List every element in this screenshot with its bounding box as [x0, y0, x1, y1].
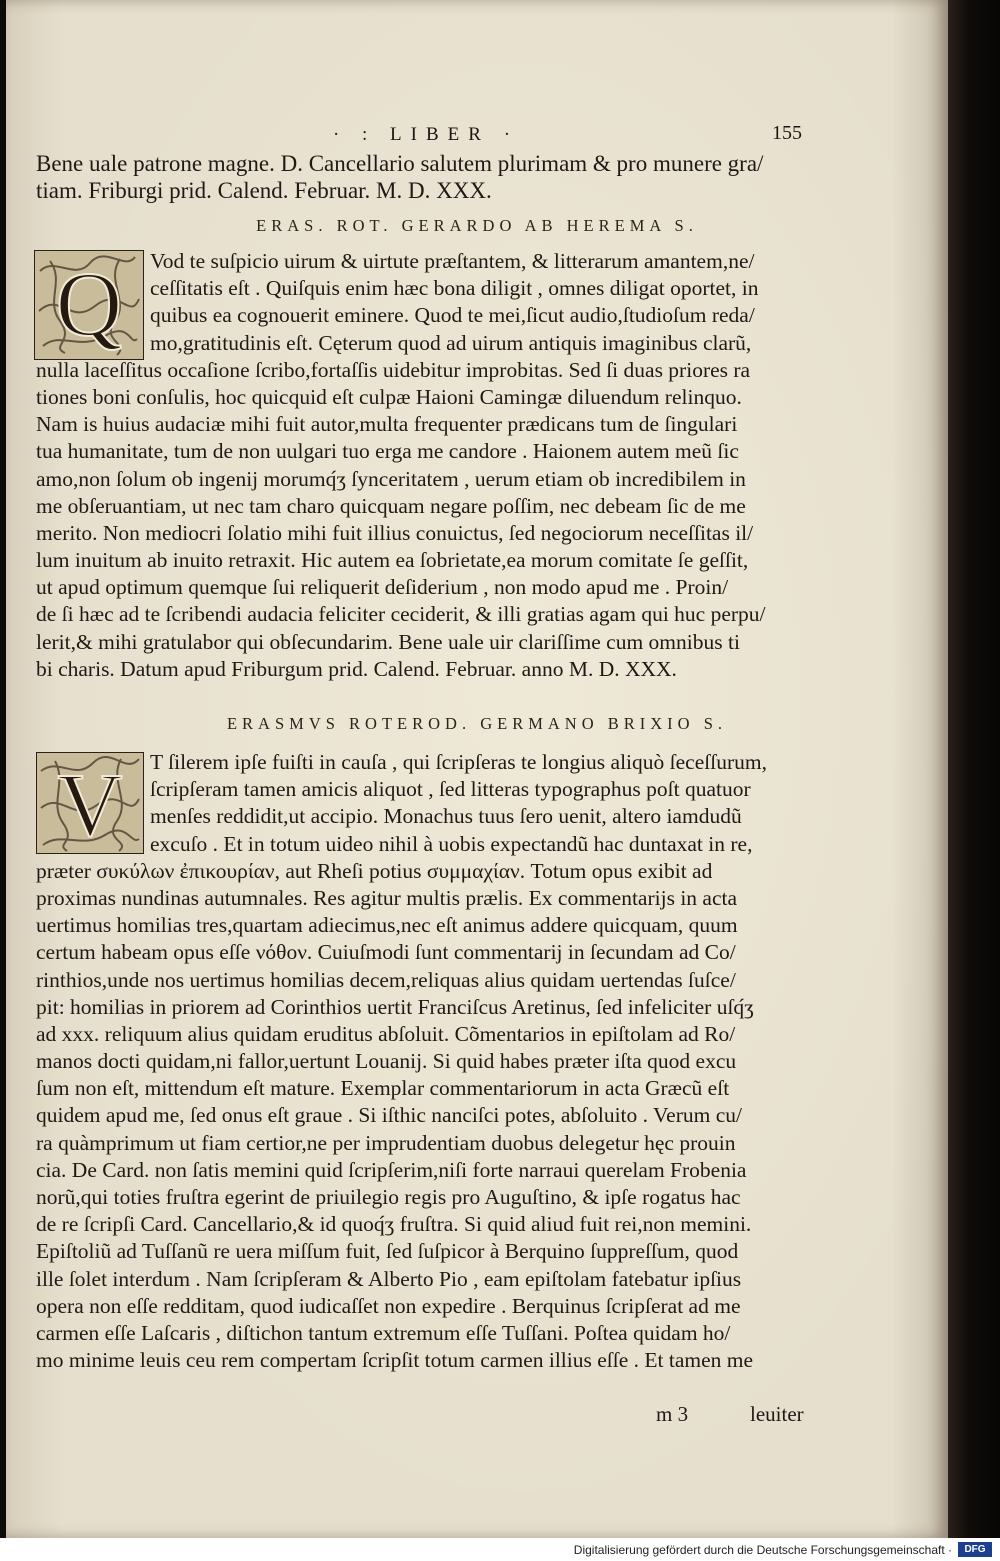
text-line: nulla laceſſitus occaſione ſcribo,fortaſſis uidebitur improbitas. Sed ſi duas priores ra	[36, 357, 751, 382]
text-line: ad xxx. reliquum alius quidam eruditus abſoluit. Cõmentarios in epiſtolam ad Ro/	[36, 1021, 736, 1046]
text-line: præter συκύλων ἐπικουρίαν, aut Rheſi potius συμμαχίαν. Totum opus exibit ad	[36, 858, 713, 883]
text-line: rinthios,unde nos uertimus homilias decem,reliquas alius quidam uertendas ſuſce/	[36, 967, 736, 992]
text-line: bi charis. Datum apud Friburgum prid. Calend. Februar. anno M. D. XXX.	[36, 656, 677, 681]
letter-heading: ERAS. ROT. GERARDO AB HEREMA S.	[256, 216, 698, 235]
text-line: cia. De Card. non ſatis memini quid ſcripſerim,niſi forte narraui querelam Frobenia	[36, 1157, 747, 1182]
text-line: amo,non ſolum ob ingenij morumq́ʒ ſynceritatem , uerum etiam ob incredibilem in	[36, 466, 746, 491]
digitization-footer	[0, 1538, 1000, 1561]
text-line: ceſſitatis eſt . Quiſquis enim hæc bona diligit , omnes diligat oportet, in	[150, 276, 759, 301]
text-line: T ſilerem ipſe fuiſti in cauſa , qui ſcripſeras te longius aliquò ſeceſſurum,	[150, 750, 767, 774]
text-line: ille ſolet interdum . Nam ſcripſeram & Alberto Pio , eam epiſtolam fatebatur ipſius	[36, 1266, 742, 1291]
text-line: excuſo . Et in totum uideo nihil à uobis expectandũ hac duntaxat in re,	[150, 831, 753, 856]
letter-heading: ERASMVS ROTEROD. GERMANO BRIXIO S.	[226, 714, 728, 733]
text-line: merito. Non mediocri ſolatio mihi fuit illius conuictus, ſed negociorum neceſſitas il/	[36, 520, 754, 545]
text-line: mo minime leuis ceu rem compertam ſcripſit totum carmen illius eſſe . Et tamen me	[36, 1348, 754, 1373]
letter-body	[36, 749, 824, 1374]
text-line: me obſeruantiam, ut nec tam charo quicquam negare poſſim, nec debeam ſic de me	[36, 493, 746, 518]
text-line: Epiſtoliũ ad Tuſſanũ re uera miſſum fuit, ſed ſuſpicor à Berquino ſuppreſſum, quod	[36, 1239, 739, 1264]
signature-mark: m 3	[656, 1402, 689, 1426]
text-line: Bene uale patrone magne. D. Cancellario salutem plurimam & pro munere gra/	[36, 151, 764, 176]
text-line: tiones boni conſulis, hoc quicquid eſt culpæ Haioni Camingæ diluendum relinquo.	[36, 384, 742, 409]
book-page	[6, 0, 948, 1538]
text-line: mo,gratitudinis eſt. Cęterum quod ad uirum antiquis imaginibus clarũ,	[150, 330, 752, 355]
text-line: ſum non eſt, mittendum eſt mature. Exemplar commentariorum in acta Græcũ eſt	[36, 1076, 730, 1101]
text-line: de ſi hæc ad te ſcribendi audacia feliciter ceciderit, & illi gratias agam qui huc perpu/	[36, 602, 766, 627]
text-line: Nam is huius audaciæ mihi fuit autor,multa frequenter prædicans tum de ſingulari	[36, 412, 738, 437]
text-line: pit: homilias in priorem ad Corinthios uertit Franciſcus Aretinus, ſed infeliciter uſq́ʒ	[36, 994, 754, 1019]
text-line: opera non eſſe redditam, quod iudicaſſet non expedire . Berquinus ſcripſerat ad me	[36, 1293, 741, 1318]
text-line: ra quàmprimum ut fiam certior,ne per imprudentiam duobus delegetur hęc prouin	[36, 1130, 736, 1155]
previous-letter-ending	[36, 150, 824, 204]
text-line: de re ſcripſi Card. Cancellario,& id quoq́ʒ fruſtra. Si quid aliud fuit rei,non memini.	[36, 1212, 752, 1237]
letter-body	[36, 248, 824, 683]
funding-credit: Digitalisierung gefördert durch die Deutsche Forschungsgemeinschaft ·	[573, 1543, 952, 1557]
dfg-logo: DFG	[958, 1542, 992, 1557]
initial-letter: Q	[55, 253, 123, 355]
text-line: norũ,qui toties fruſtra egerint de priuilegio regis pro Auguſtino, & ipſe rogatus hac	[36, 1185, 741, 1209]
text-line: tua humanitate, tum de non uulgari tuo erga me candore . Haionem autem meũ ſic	[36, 439, 739, 464]
book-edge	[948, 0, 1000, 1538]
catchword: leuiter	[750, 1402, 804, 1426]
text-line: manos docti quidam,ni fallor,uertunt Louanij. Si quid habes præter iſta quod excu	[36, 1049, 737, 1074]
text-line: proximas nundinas autumnales. Res agitur multis prælis. Ex commentarijs in acta	[36, 885, 738, 910]
text-line: Vod te suſpicio uirum & uirtute præſtantem, & litterarum amantem,ne/	[150, 249, 755, 273]
text-line: uertimus homilias tres,quartam adiecimus,nec eſt animus addere quicquam, quum	[36, 913, 738, 938]
text-line: ut apud optimum quemque ſui reliquerit deſiderium , non modo apud me . Proin/	[36, 575, 729, 600]
text-line: quidem apud me, ſed onus eſt graue . Si iſthic nanciſci potes, abſoluito . Verum cu/	[36, 1103, 742, 1128]
text-line: tiam. Friburgi prid. Calend. Februar. M. D. XXX.	[36, 178, 492, 204]
text-line: certum habeam opus eſſe νόθον. Cuiuſmodi ſunt commentarij in ſecundam ad Co/	[36, 940, 736, 965]
page-header	[6, 120, 948, 150]
text-line: quibus ea cognouerit eminere. Quod te mei,ſicut audio,ſtudioſum reda/	[150, 303, 755, 328]
running-title: · : LIBER ·	[332, 124, 520, 145]
text-line: lerit,& mihi gratulabor qui obſecundarim. Bene uale uir clariſſime cum omnibus ti	[36, 629, 740, 654]
initial-letter: V	[57, 756, 123, 853]
text-line: carmen eſſe Laſcaris , diſtichon tantum extremum eſſe Tuſſani. Poſtea quidam ho/	[36, 1320, 731, 1345]
page-number: 155	[772, 122, 802, 144]
text-line: ſcripſeram tamen amicis aliquot , ſed litteras typographus poſt quatuor	[150, 777, 751, 802]
text-line: lum inuitum ab inuito retraxit. Hic autem ea ſobrietate,ea morum comitate ſe geſſit,	[36, 548, 749, 573]
text-line: menſes reddidit,ut accipio. Monachus tuus ſero uenit, altero iamdudũ	[150, 804, 742, 829]
